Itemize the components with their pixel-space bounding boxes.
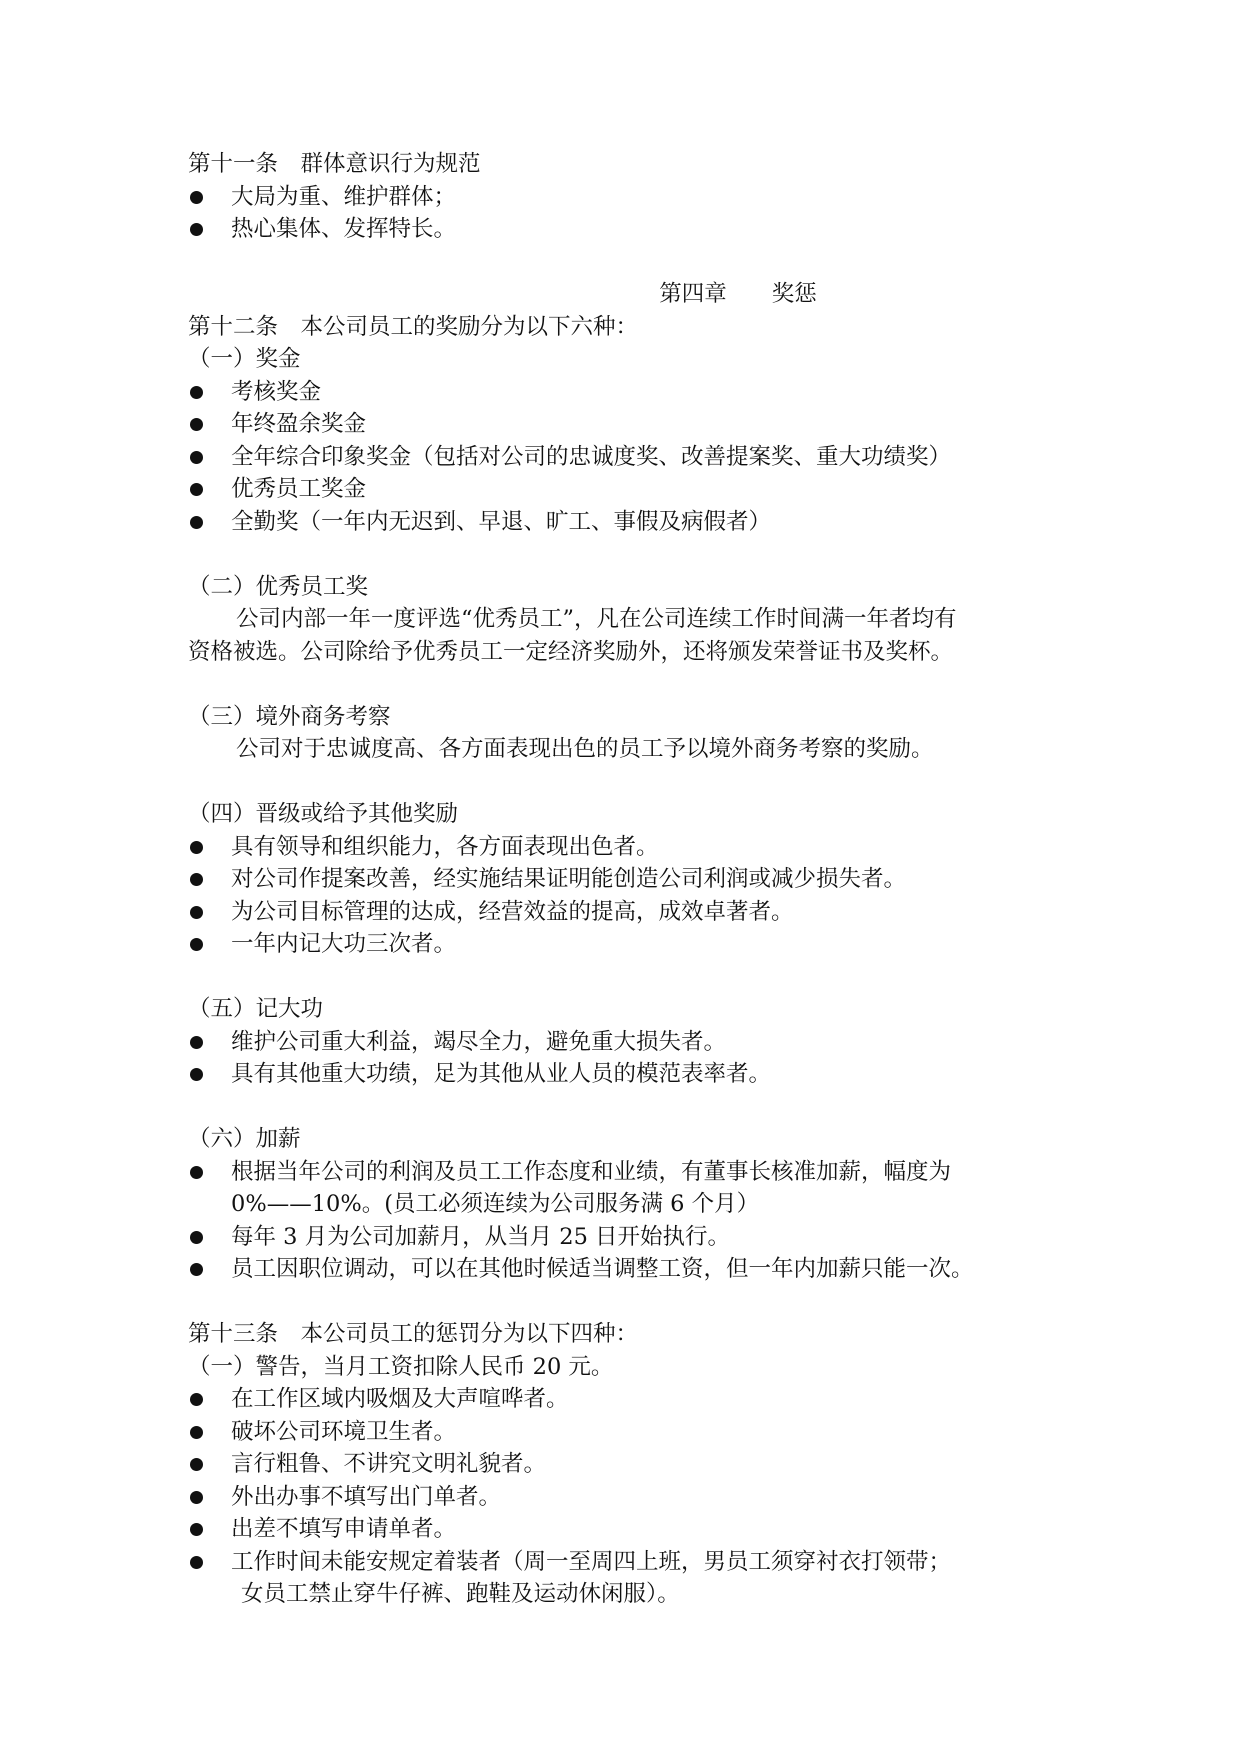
- bullet-icon: [190, 1458, 203, 1471]
- bullet-icon: [190, 1426, 203, 1439]
- bullet-icon: [190, 223, 203, 236]
- list-item: 全勤奖（一年内无迟到、早退、旷工、事假及病假者）: [188, 506, 1088, 539]
- bullet-icon: [190, 418, 203, 431]
- article-11-heading: 第十一条 群体意识行为规范: [188, 151, 481, 177]
- paragraph-line: 公司内部一年一度评选“优秀员工”，凡在公司连续工作时间满一年者均有: [236, 606, 957, 632]
- list-item: 破坏公司环境卫生者。: [188, 1416, 1088, 1449]
- bullet-icon: [190, 841, 203, 854]
- bullet-icon: [190, 1523, 203, 1536]
- list-item: 言行粗鲁、不讲究文明礼貌者。: [188, 1448, 1088, 1481]
- list-item: 外出办事不填写出门单者。: [188, 1481, 1088, 1514]
- list-item: 每年 3 月为公司加薪月，从当月 25 日开始执行。: [188, 1221, 1088, 1254]
- section-title: （一）警告，当月工资扣除人民币 20 元。: [188, 1353, 614, 1380]
- list-item: 优秀员工奖金: [188, 473, 1088, 506]
- list-item: 员工因职位调动，可以在其他时候适当调整工资，但一年内加薪只能一次。: [188, 1253, 1088, 1286]
- section-title: （二）优秀员工奖: [188, 573, 369, 600]
- article-12-heading: 第十二条 本公司员工的奖励分为以下六种：: [188, 313, 639, 340]
- section-title: （三）境外商务考察: [188, 703, 391, 730]
- bullet-icon: [190, 386, 203, 399]
- bullet-icon: [190, 516, 203, 529]
- paragraph-line: 公司对于忠诚度高、各方面表现出色的员工予以境外商务考察的奖励。: [236, 736, 934, 762]
- list-item: 具有领导和组织能力，各方面表现出色者。: [188, 831, 1088, 864]
- list-item: 具有其他重大功绩，足为其他从业人员的模范表率者。: [188, 1058, 1088, 1091]
- bullet-icon: [190, 451, 203, 464]
- bullet-icon: [190, 1231, 203, 1244]
- bullet-icon: [190, 1068, 203, 1081]
- section-title: （四）晋级或给予其他奖励: [188, 801, 459, 827]
- list-item: 一年内记大功三次者。: [188, 928, 1088, 961]
- chapter-title: 第四章 奖惩: [659, 281, 817, 307]
- list-item: 全年综合印象奖金（包括对公司的忠诚度奖、改善提案奖、重大功绩奖）: [188, 441, 1088, 474]
- bullet-icon: [190, 1556, 203, 1569]
- bullet-icon: [190, 873, 203, 886]
- article-13-heading: 第十三条 本公司员工的惩罚分为以下四种：: [188, 1321, 639, 1347]
- bullet-icon: [190, 483, 203, 496]
- list-item: 工作时间未能安规定着装者（周一至周四上班，男员工须穿衬衣打领带；: [188, 1546, 1088, 1579]
- list-item-continuation: 女员工禁止穿牛仔裤、跑鞋及运动休闲服）。: [241, 1581, 680, 1607]
- bullet-icon: [190, 1036, 203, 1049]
- list-item: 根据当年公司的利润及员工工作态度和业绩，有董事长核准加薪，幅度为: [188, 1156, 1088, 1189]
- bullet-icon: [190, 906, 203, 919]
- list-item: 热心集体、发挥特长。: [188, 213, 1088, 246]
- section-title: （五）记大功: [188, 996, 324, 1022]
- list-item: 考核奖金: [188, 376, 1088, 409]
- bullet-icon: [190, 938, 203, 951]
- list-item-continuation: 0%——10%。(员工必须连续为公司服务满 6 个月）: [231, 1191, 760, 1217]
- list-item: 大局为重、维护群体；: [188, 181, 1088, 214]
- list-item: 对公司作提案改善，经实施结果证明能创造公司利润或减少损失者。: [188, 863, 1088, 896]
- bullet-icon: [190, 1166, 203, 1179]
- list-item: 为公司目标管理的达成，经营效益的提高，成效卓著者。: [188, 896, 1088, 929]
- section-title: （一）奖金: [188, 346, 301, 372]
- paragraph-line: 资格被选。公司除给予优秀员工一定经济奖励外，还将颁发荣誉证书及奖杯。: [188, 638, 954, 665]
- list-item: 在工作区域内吸烟及大声喧哗者。: [188, 1383, 1088, 1416]
- bullet-icon: [190, 1263, 203, 1276]
- list-item: 年终盈余奖金: [188, 408, 1088, 441]
- list-item: 维护公司重大利益，竭尽全力，避免重大损失者。: [188, 1026, 1088, 1059]
- bullet-icon: [190, 1393, 203, 1406]
- section-title: （六）加薪: [188, 1126, 301, 1152]
- bullet-icon: [190, 191, 203, 204]
- list-item: 出差不填写申请单者。: [188, 1513, 1088, 1546]
- document-page: [188, 148, 1088, 1611]
- bullet-icon: [190, 1491, 203, 1504]
